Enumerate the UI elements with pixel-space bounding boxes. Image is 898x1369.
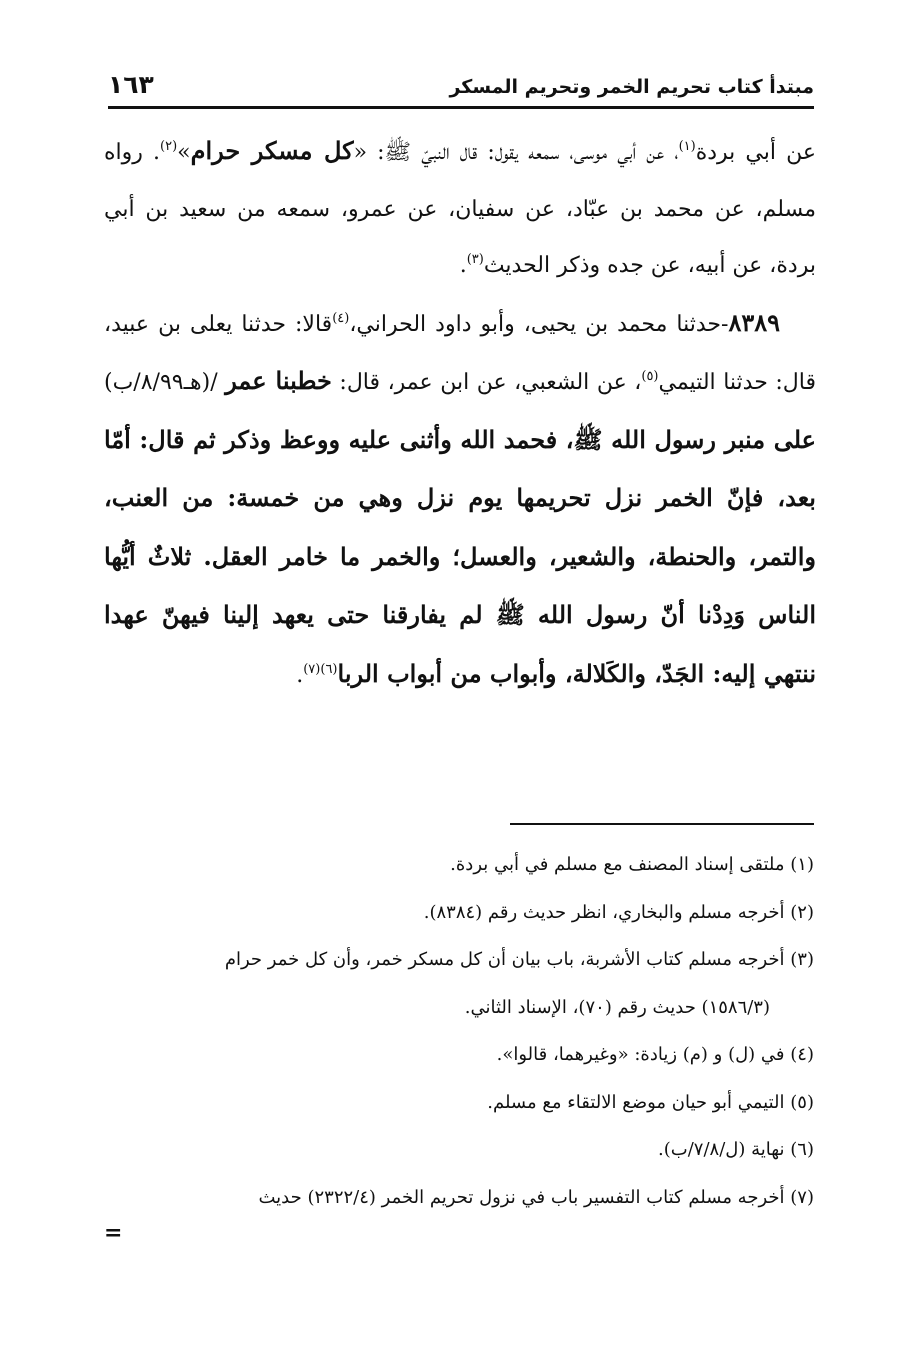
footnote-text: التيمي أبو حيان موضع الالتقاء مع مسلم. bbox=[487, 1091, 785, 1113]
text-run: » bbox=[177, 140, 191, 165]
header-rule bbox=[108, 106, 814, 109]
running-title: مبتدأ كتاب تحريم الخمر وتحريم المسكر bbox=[449, 76, 814, 98]
footnote-ref-6[interactable]: (٦) bbox=[320, 661, 338, 677]
footnote-number: (٥) bbox=[790, 1091, 814, 1113]
hadith-number: ٨٣٨٩ bbox=[728, 307, 780, 337]
text-run: -حدثنا محمد بن يحيى، وأبو داود الحراني، bbox=[349, 311, 729, 337]
text-run: عن أبي بردة bbox=[695, 140, 816, 165]
footnote-ref-2[interactable]: (٢) bbox=[160, 139, 178, 154]
footnote-text: ملتقى إسناد المصنف مع مسلم في أبي بردة. bbox=[450, 854, 785, 875]
footnote-7 bbox=[100, 1174, 814, 1222]
bold-quote: على منبر رسول الله ﷺ، فحمد الله وأثنى عليه ووعظ وذكر ثم قال: أمّا بعد، فإنّ الخمر نزل تحريمها يوم نزل وهي من خمسة: من العنب، والتمر، والحنطة، والشعير، والعسل؛ والخمر ما خامر العقل. ثلاثٌ أيُّها الناس وَدِدْنا أنّ رسول الله ﷺ لم يفارقنا حتى يعهد إلينا فيهنّ عهدا ننتهي إليه: الجَدّ، والكَلالة، وأبواب من أبواب الربا bbox=[104, 424, 816, 688]
footnote-ref-4[interactable]: (٤) bbox=[332, 310, 350, 326]
footnote-6 bbox=[100, 1126, 814, 1174]
footnote-text: أخرجه مسلم كتاب الأشربة، باب بيان أن كل مسكر خمر، وأن كل خمر حرام bbox=[224, 949, 785, 970]
footnotes bbox=[100, 841, 814, 1221]
footnote-4 bbox=[100, 1031, 814, 1079]
footnote-ref-7[interactable]: (٧) bbox=[303, 661, 321, 677]
text-run: ، عن أبي موسى، سمعه يقول: قال النبيّ ﷺ: « bbox=[353, 140, 679, 165]
footnote-ref-5[interactable]: (٥) bbox=[641, 369, 659, 384]
footnote-ref-3[interactable]: (٣) bbox=[466, 252, 484, 267]
running-header bbox=[108, 70, 814, 104]
text-run: . رواه مسلم، عن محمد بن عبّاد، عن سفيان، عن عمرو، سمعه من سعيد بن أبي بردة، عن أبيه، عن جده وذكر الحديث bbox=[104, 140, 816, 278]
bold-quote: كل مسكر حرام bbox=[190, 136, 354, 165]
text-run: . bbox=[459, 253, 467, 278]
main-text bbox=[104, 123, 816, 704]
footnote-2 bbox=[100, 889, 814, 937]
footnote-number: (٣) bbox=[790, 949, 814, 970]
bold-quote: خطبنا عمر bbox=[225, 366, 332, 395]
footnote-ref-1[interactable]: (١) bbox=[678, 139, 696, 154]
page-number: ١٦٣ bbox=[108, 70, 154, 99]
text-run: قالا: حدثنا يعلى بن عبيد، قال: حدثنا التيمي bbox=[104, 311, 816, 395]
footnote-text: أخرجه مسلم كتاب التفسير باب في نزول تحريم الخمر (٢٣٢٢/٤) حديث bbox=[258, 1186, 785, 1208]
footnote-number: (٧) bbox=[790, 1186, 814, 1208]
footnote-text: أخرجه مسلم والبخاري، انظر حديث رقم (٨٣٨٤). bbox=[423, 901, 785, 923]
footnote-text: نهاية (ل/٧/٨/ب). bbox=[658, 1139, 785, 1160]
text-run: ، عن الشعبي، عن ابن عمر، قال: bbox=[331, 370, 642, 395]
footnote-number: (٦) bbox=[790, 1139, 814, 1160]
footnote-separator bbox=[510, 823, 814, 825]
footnote-continuation: (١٥٨٦/٣) حديث رقم (٧٠)، الإسناد الثاني. bbox=[464, 996, 770, 1018]
text-run: . bbox=[296, 662, 304, 688]
footnote-text: في (ل) و (م) زيادة: «وغيرهما، قالوا». bbox=[496, 1044, 785, 1065]
manuscript-marker: /(هـ٨/٩٩/ب) bbox=[104, 370, 226, 395]
footnote-number: (١) bbox=[790, 854, 814, 875]
footnote-5 bbox=[100, 1079, 814, 1127]
footnote-1 bbox=[100, 841, 814, 889]
footnote-number: (٢) bbox=[790, 901, 814, 923]
continuation-mark: = bbox=[104, 1220, 123, 1246]
paragraph-2 bbox=[104, 295, 816, 705]
footnote-number: (٤) bbox=[790, 1044, 814, 1065]
footnote-3 bbox=[100, 936, 814, 1031]
paragraph-1 bbox=[104, 123, 816, 295]
